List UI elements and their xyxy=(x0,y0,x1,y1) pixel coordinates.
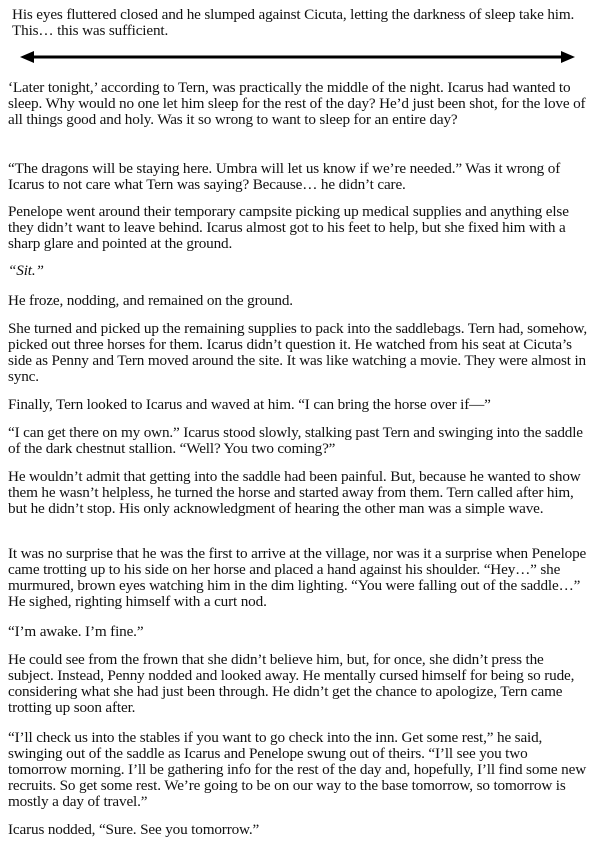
paragraph-7: She turned and picked up the remaining supplies to pack into the saddlebags. Tern had, somehow, picked out three horses for them. Icarus didn’t question it. He watched from his seat at Cicuta’s side as Penny and Tern moved around the site. It was like watching a movie. They were almost in sync. xyxy=(8,320,587,385)
section-divider-arrow xyxy=(20,50,575,64)
paragraph-5: “Sit.” xyxy=(8,262,44,279)
paragraph-15: Icarus nodded, “Sure. See you tomorrow.” xyxy=(8,821,260,838)
paragraph-12: “I’m awake. I’m fine.” xyxy=(8,623,144,640)
paragraph-11: It was no surprise that he was the first to arrive at the village, nor was it a surprise when Penelope came trotting up to his side on her horse and placed a hand against his shoulder. “Hey…” she murmured, brown eyes watching him in the dim lighting. “You were falling out of the saddle…” He sighed, righting himself with a curt nod. xyxy=(8,545,587,610)
paragraph-6: He froze, nodding, and remained on the ground. xyxy=(8,292,293,309)
paragraph-9: “I can get there on my own.” Icarus stood slowly, stalking past Tern and swinging into the saddle of the dark chestnut stallion. “Well? You two coming?” xyxy=(8,424,583,457)
paragraph-1: His eyes fluttered closed and he slumped against Cicuta, letting the darkness of sleep take him. This… this was sufficient. xyxy=(12,6,575,39)
paragraph-13: He could see from the frown that she didn’t believe him, but, for once, she didn’t press the subject. Instead, Penny nodded and looked away. He mentally cursed himself for being so rude, considering what she had just been through. He didn’t get the chance to apologize, Tern came trotting up soon after. xyxy=(8,651,575,716)
paragraph-3: “The dragons will be staying here. Umbra will let us know if we’re needed.” Was it wrong of Icarus to not care what Tern was saying? Because… he didn’t care. xyxy=(8,160,561,193)
paragraph-14: “I’ll check us into the stables if you want to go check into the inn. Get some rest,” he said, swinging out of the saddle as Icarus and Penelope swung out of theirs. “I’ll see you two tomorrow morning. I’ll be gathering info for the rest of the day and, hopefully, I’ll find some new recruits. So get some rest. We’re going to be on our way to the base tomorrow, so tomorrow is mostly a day of travel.” xyxy=(8,729,587,810)
paragraph-10: He wouldn’t admit that getting into the saddle had been painful. But, because he wanted to show them he wasn’t helpless, he turned the horse and started away from them. Tern called after him, but he didn’t stop. His only acknowledgment of hearing the other man was a simple wave. xyxy=(8,468,581,517)
paragraph-4: Penelope went around their temporary campsite picking up medical supplies and anything else they didn’t want to leave behind. Icarus almost got to his feet to help, but she fixed him with a sharp glare and pointed at the ground. xyxy=(8,203,569,252)
paragraph-8: Finally, Tern looked to Icarus and waved at him. “I can bring the horse over if—” xyxy=(8,396,491,413)
paragraph-2: ‘Later tonight,’ according to Tern, was practically the middle of the night. Icarus had wanted to sleep. Why would no one let him sleep for the rest of the day? He’d just been shot, for the love of all things good and holy. Was it so wrong to want to sleep for an entire day? xyxy=(8,79,586,128)
